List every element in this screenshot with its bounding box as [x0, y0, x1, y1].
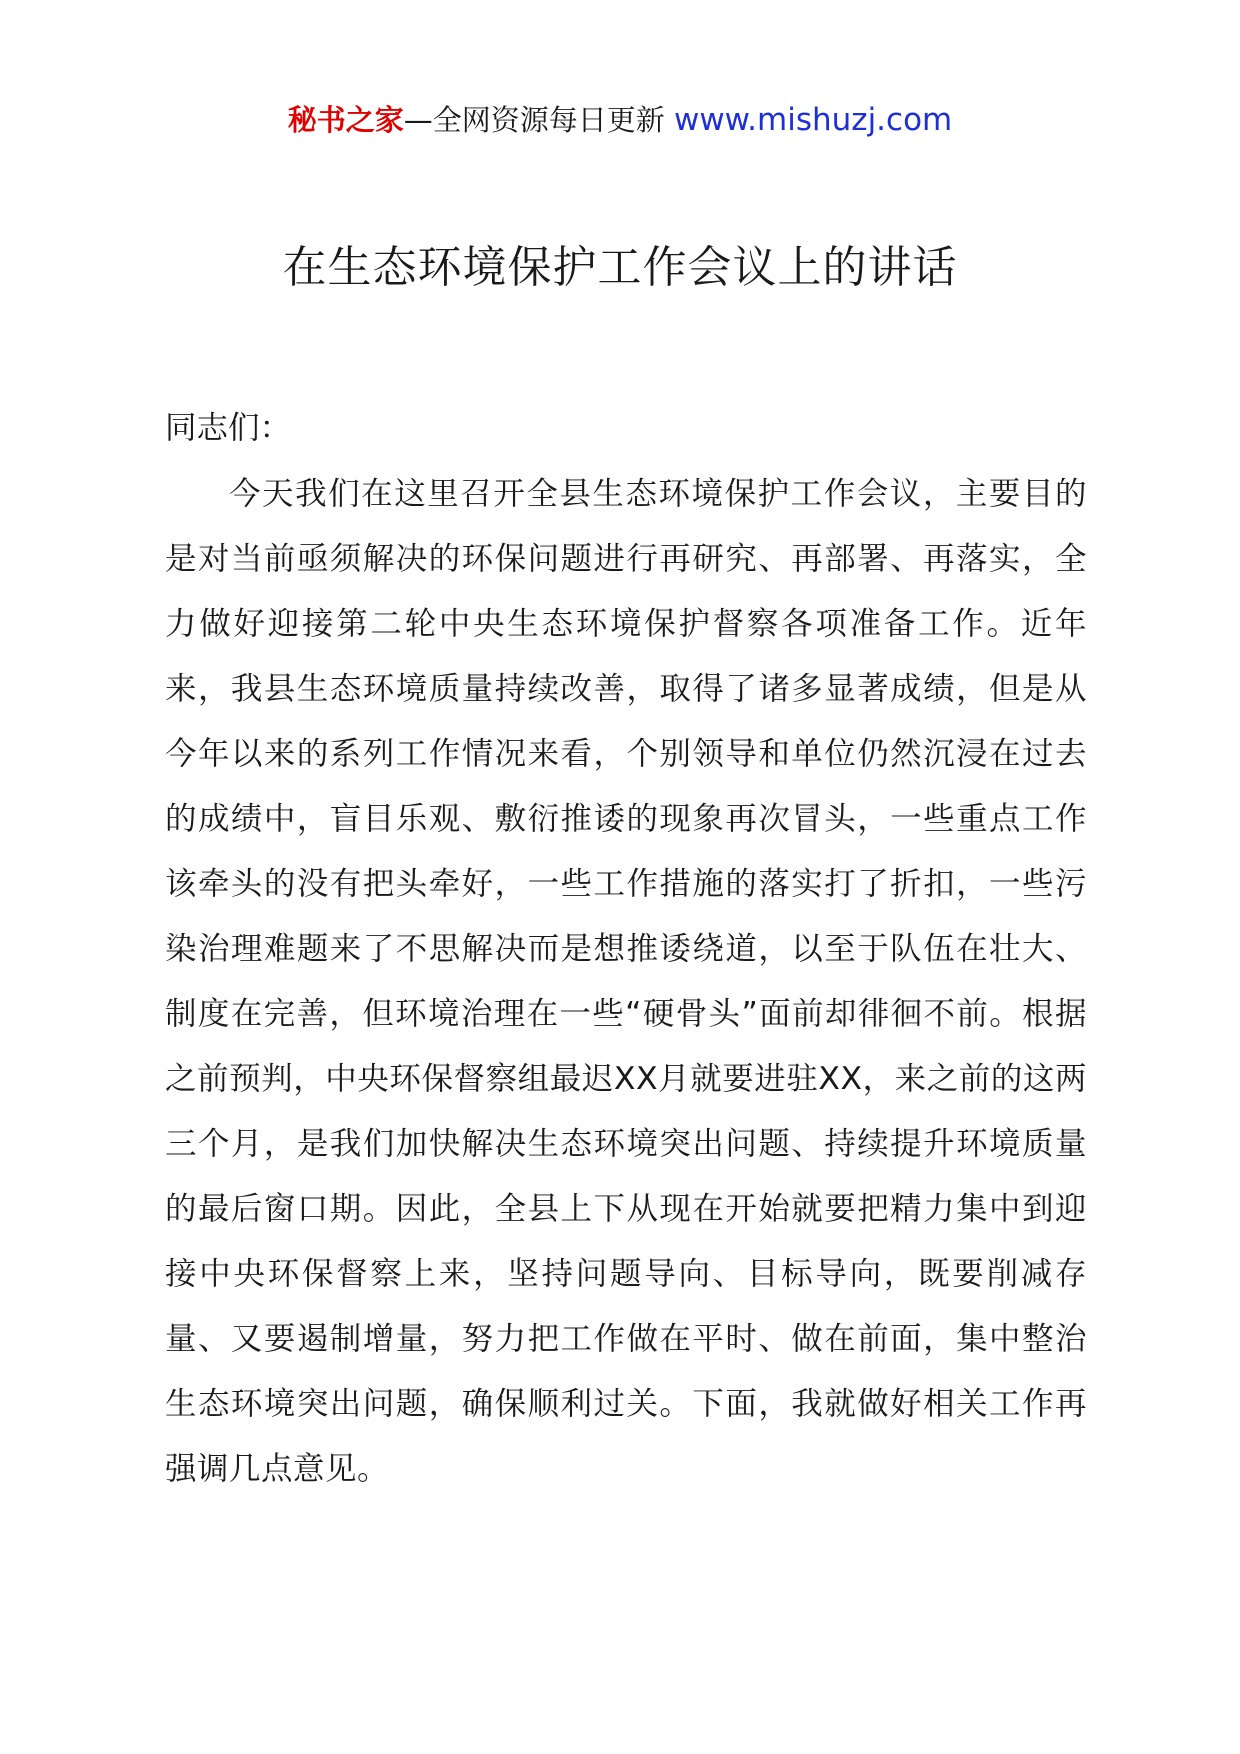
salutation: 同志们：: [165, 410, 292, 446]
document-title: 在生态环境保护工作会议上的讲话: [282, 242, 958, 293]
site-header: [0, 100, 1240, 140]
site-url: www.mishuzj.com: [673, 102, 953, 138]
brand-name: 秘书之家: [287, 103, 404, 137]
body-paragraph: 今天我们在这里召开全县生态环境保护工作会议，主要目的是对当前亟须解决的环保问题进行再研究、再部署、再落实，全力做好迎接第二轮中央生态环境保护督察各项准备工作。近年来，我县生态环境质量持续改善，取得了诸多显著成绩，但是从今年以来的系列工作情况来看，个别领导和单位仍然沉浸在过去的成绩中，盲目乐观、敷衍推诿的现象再次冒头，一些重点工作该牵头的没有把头牵好，一些工作措施的落实打了折扣，一些污染治理难题来了不思解决而是想推诿绕道，以至于队伍在壮大、制度在完善，但环境治理在一些“硬骨头”面前却徘徊不前。根据之前预判，中央环保督察组最迟XX月就要进驻XX，来之前的这两三个月，是我们加快解决生态环境突出问题、持续提升环境质量的最后窗口期。因此，全县上下从现在开始就要把精力集中到迎接中央环保督察上来，坚持问题导向、目标导向，既要削减存量、又要遏制增量，努力把工作做在平时、做在前面，集中整治生态环境突出问题，确保顺利过关。下面，我就做好相关工作再强调几点意见。: [165, 476, 1087, 1487]
header-slogan: —全网资源每日更新: [403, 103, 674, 137]
